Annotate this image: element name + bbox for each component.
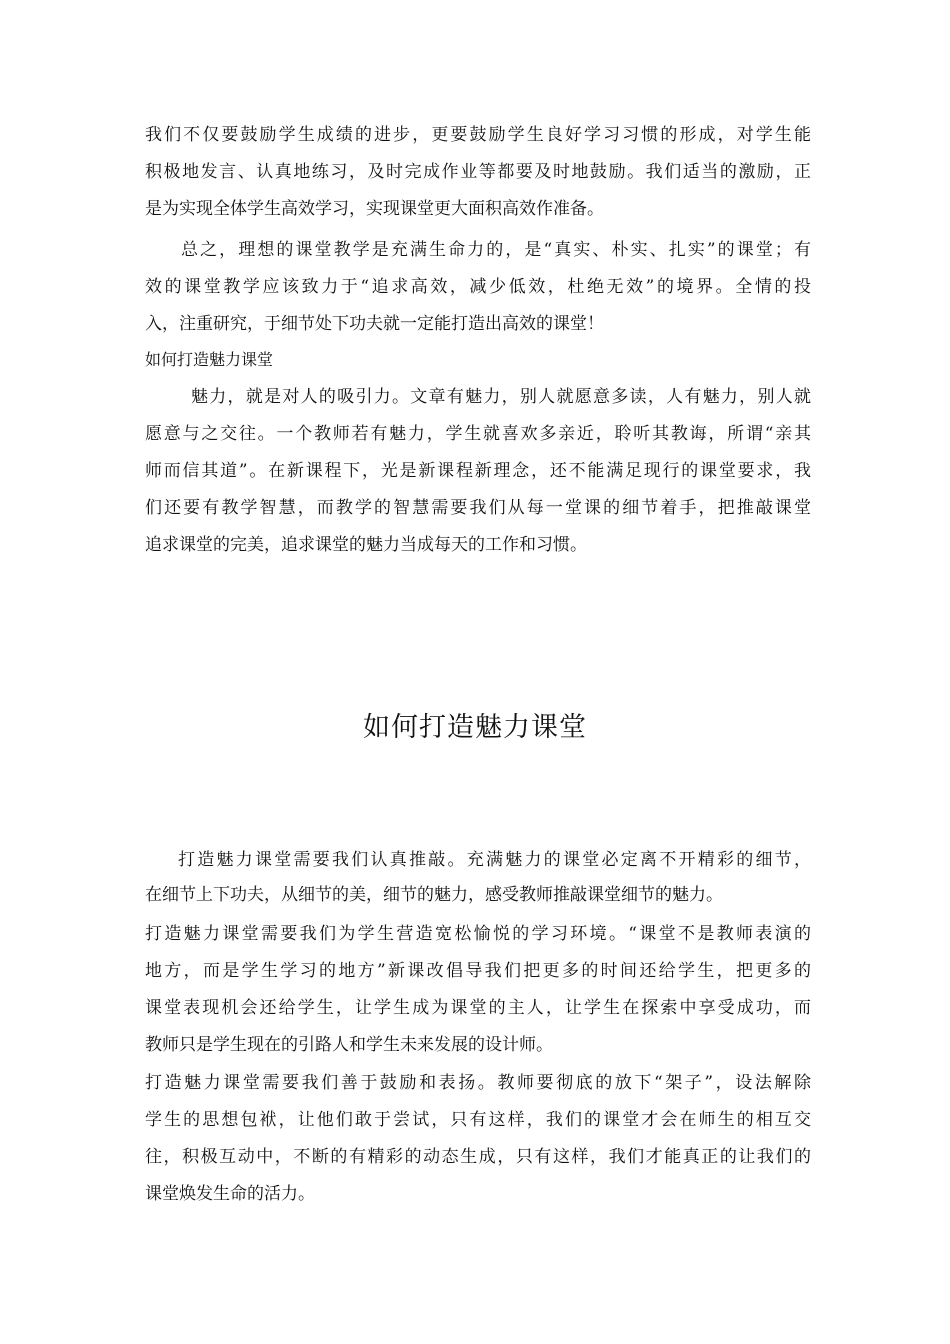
paragraph-line: 打造魅力课堂需要我们为学生营造宽松愉悦的学习环境。“课堂不是教师表演的 (145, 924, 811, 944)
paragraph-line: 师而信其道”。在新课程下，光是新课程新理念，还不能满足现行的课堂要求，我 (145, 461, 811, 481)
paragraph-line: 打造魅力课堂需要我们认真推敲。充满魅力的课堂必定离不开精彩的细节， (178, 850, 811, 870)
paragraph-line: 愿意与之交往。一个教师若有魅力，学生就喜欢多亲近，聆听其教诲，所谓“亲其 (145, 424, 811, 444)
paragraph-line: 课堂焕发生命的活力。 (145, 1184, 315, 1204)
paragraph-line: 是为实现全体学生高效学习，实现课堂更大面积高效作准备。 (145, 199, 604, 219)
paragraph-line: 打造魅力课堂需要我们善于鼓励和表扬。教师要彻底的放下“架子”，设法解除 (145, 1073, 811, 1093)
paragraph-line: 在细节上下功夫，从细节的美，细节的魅力，感受教师推敲课堂细节的魅力。 (145, 885, 723, 905)
paragraph-line: 效的课堂教学应该致力于“追求高效，减少低效，杜绝无效”的境界。全情的投 (145, 277, 811, 297)
paragraph-line: 地方，而是学生学习的地方”新课改倡导我们把更多的时间还给学生，把更多的 (145, 961, 811, 981)
page-title: 如何打造魅力课堂 (363, 712, 587, 743)
paragraph-line: 入，注重研究，于细节处下功夫就一定能打造出高效的课堂！ (145, 314, 604, 334)
paragraph-line: 们还要有教学智慧，而教学的智慧需要我们从每一堂课的细节着手，把推敲课堂 (145, 498, 811, 518)
section-subheading: 如何打造魅力课堂 (145, 350, 274, 369)
paragraph-line: 学生的思想包袱，让他们敢于尝试，只有这样，我们的课堂才会在师生的相互交 (145, 1110, 811, 1130)
paragraph-line: 总之，理想的课堂教学是充满生命力的，是“真实、朴实、扎实”的课堂；有 (181, 240, 811, 260)
paragraph-line: 追求课堂的完美，追求课堂的魅力当成每天的工作和习惯。 (145, 535, 587, 555)
paragraph-line: 课堂表现机会还给学生，让学生成为课堂的主人，让学生在探索中享受成功，而 (145, 998, 811, 1018)
paragraph-line: 魅力，就是对人的吸引力。文章有魅力，别人就愿意多读，人有魅力，别人就 (191, 387, 811, 407)
paragraph-line: 积极地发言、认真地练习，及时完成作业等都要及时地鼓励。我们适当的激励，正 (145, 162, 811, 182)
paragraph-line: 我们不仅要鼓励学生成绩的进步，更要鼓励学生良好学习习惯的形成，对学生能 (145, 125, 811, 145)
paragraph-line: 教师只是学生现在的引路人和学生未来发展的设计师。 (145, 1035, 553, 1055)
paragraph-line: 往，积极互动中，不断的有精彩的动态生成，只有这样，我们才能真正的让我们的 (145, 1147, 811, 1167)
